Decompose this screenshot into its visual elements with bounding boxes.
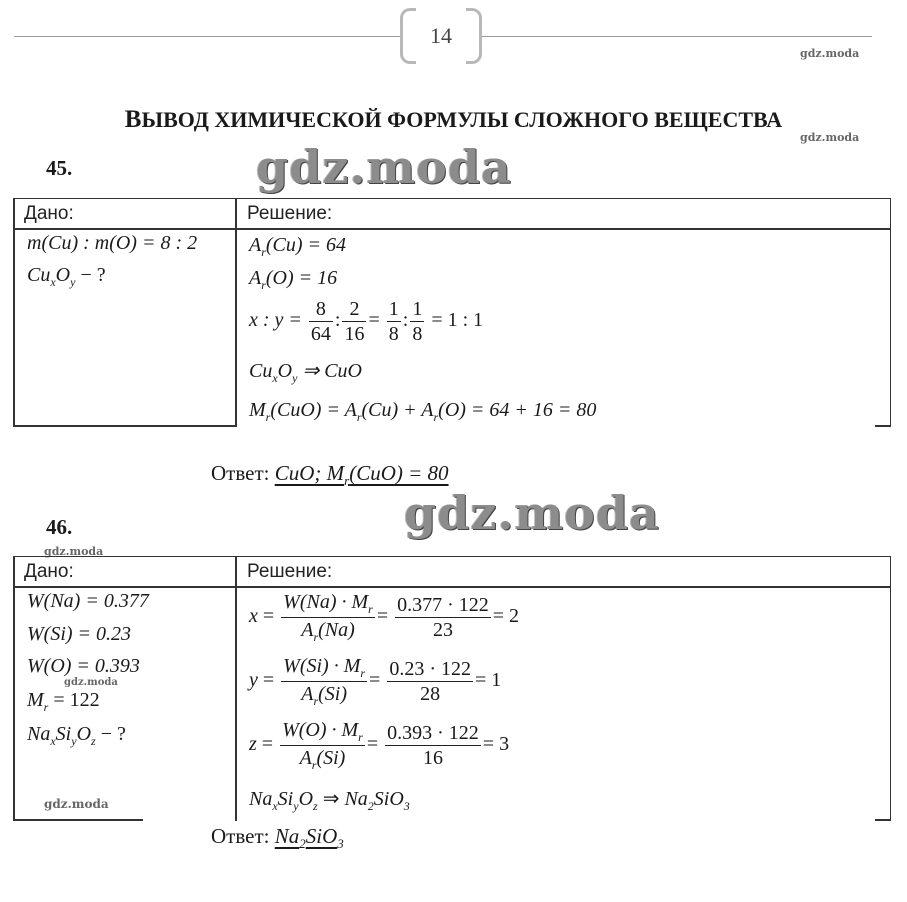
task-45-ar-cu: $A_r(Cu) = 64$ — [249, 234, 347, 259]
task-46-given-mr: $M_r = 122$ — [27, 689, 100, 714]
task-45-ar-o: $A_r(O) = 16$ — [249, 267, 338, 292]
watermark-small-title: gdz.moda — [800, 131, 860, 144]
task-46-given-w-na: W(Na) = 0.377 — [27, 590, 149, 612]
watermark-small-46: gdz.moda — [44, 545, 104, 558]
header-rule-right — [482, 36, 872, 37]
page-title: ВЫВОД ХИМИЧЕСКОЙ ФОРМУЛЫ СЛОЖНОГО ВЕЩЕСТВА — [124, 106, 783, 133]
watermark-small-bottom: gdz.moda — [44, 797, 109, 811]
task-45-solution-label: Решение: — [247, 203, 333, 224]
task-45-given-unknown: $Cu_xO_y$ − ? — [27, 264, 106, 289]
task-46-z-calc: z = $\frac{W(O) \cdot M_r}{A_r(Si)}$ = $\frac{0.393 \cdot 122}{16}$ = 3 — [249, 719, 510, 772]
task-45-given-label: Дано: — [24, 203, 74, 224]
task-45-formula: $Cu_xO_y$ ⇒ CuO — [249, 360, 362, 385]
task-46-given-w-o: W(O) = 0.393 — [27, 655, 140, 677]
watermark-big-2: gdz.moda — [404, 486, 660, 540]
watermark-small-given: gdz.moda — [64, 677, 118, 688]
header-rule-left — [14, 36, 400, 37]
task-45-ratio: x : y = $\frac{8}{64}$ : $\frac{2}{16}$ = $\frac{1}{8}$ : $\frac{1}{8}$ = 1 : 1 — [249, 298, 484, 345]
task-45-number: 45. — [46, 156, 73, 180]
task-45-molar-mass: $M_r(CuO) = A_r(Cu) + A_r(O) = 64 + 16 = 80$ — [249, 399, 597, 424]
page-number: 14 — [430, 23, 452, 48]
task-45-given-mass-ratio: m(Cu) : m(O) = 8 : 2 — [27, 232, 198, 254]
task-46-x-calc: x = $\frac{W(Na) \cdot M_r}{A_r(Na)}$ = $\frac{0.377 \cdot 122}{23}$ = 2 — [249, 591, 520, 644]
task-46-y-calc: y = $\frac{W(Si) \cdot M_r}{A_r(Si)}$ = $\frac{0.23 \cdot 122}{28}$ = 1 — [249, 655, 502, 708]
watermark-small-top: gdz.moda — [800, 47, 860, 60]
task-46-number: 46. — [46, 515, 73, 539]
task-46-formula: $Na_xSi_yO_z$ ⇒ $Na_2SiO_3$ — [249, 788, 410, 813]
task-46-given-w-si: W(Si) = 0.23 — [27, 623, 132, 645]
task-45-answer-value: CuO; $M_r(CuO) = 80$ — [274, 461, 449, 488]
task-46-answer: Ответ: $Na_2SiO_3$ — [211, 824, 344, 851]
task-46-solution-label: Решение: — [247, 561, 333, 582]
page-number-frame — [400, 8, 482, 64]
task-46-given-unknown: $Na_xSi_yO_z$ − ? — [27, 723, 126, 748]
task-46-given-label: Дано: — [24, 561, 74, 582]
watermark-big-1: gdz.moda — [256, 140, 512, 194]
task-45-answer: Ответ: CuO; $M_r(CuO) = 80$ — [211, 461, 449, 488]
